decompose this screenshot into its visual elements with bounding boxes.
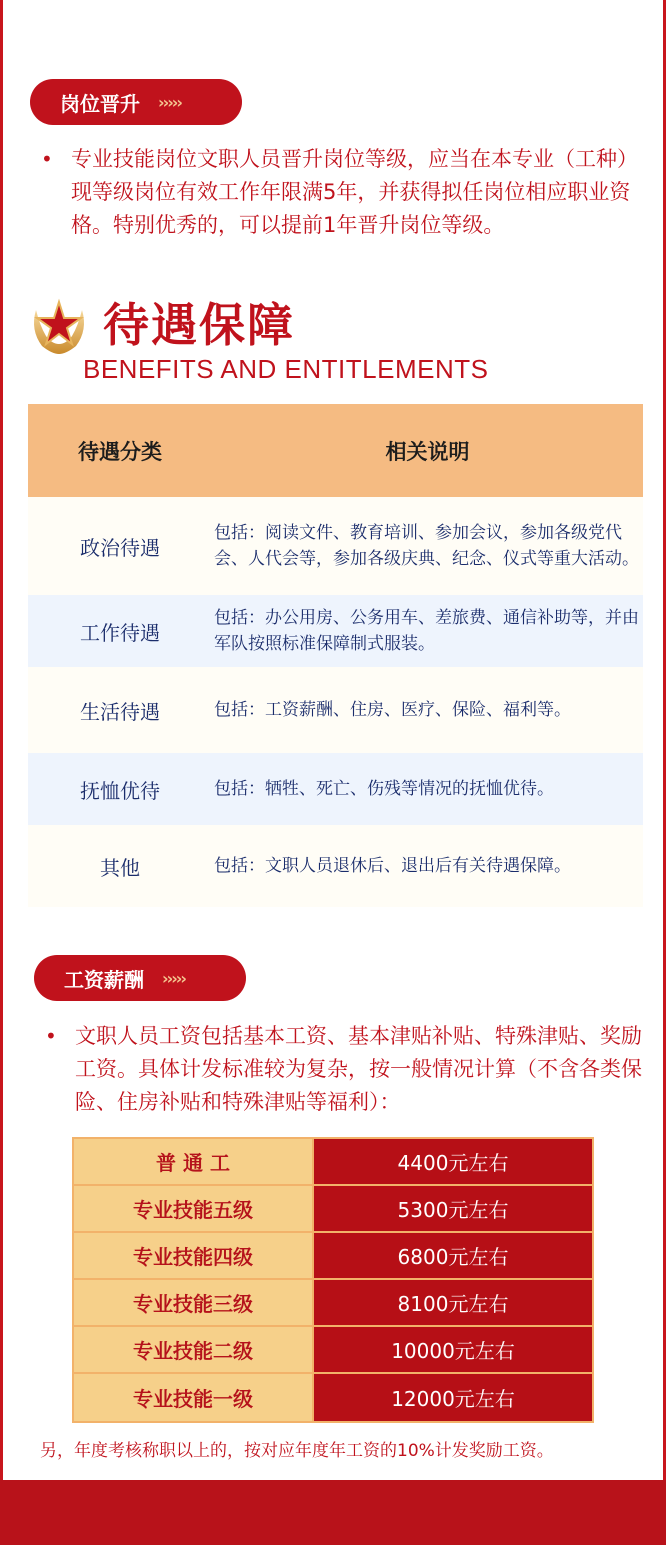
salary-level: 专业技能三级 (74, 1280, 312, 1325)
section-tag-label: 岗位晋升 (60, 91, 140, 116)
table-row (28, 753, 643, 825)
table-row (74, 1139, 592, 1186)
salary-amount: 8100元左右 (312, 1280, 592, 1325)
salary-level: 专业技能一级 (74, 1374, 312, 1421)
salary-table (72, 1137, 594, 1423)
salary-amount: 10000元左右 (312, 1327, 592, 1372)
row-description: 包括：牺牲、死亡、伤残等情况的抚恤优待。 (214, 779, 554, 799)
row-category: 工作待遇 (80, 620, 160, 645)
table-row (28, 595, 643, 667)
salary-level: 普 通 工 (74, 1139, 312, 1184)
left-border (0, 0, 3, 1480)
benefits-table (28, 404, 643, 907)
row-description: 包括：文职人员退休后、退出后有关待遇保障。 (214, 856, 571, 876)
table-row (28, 825, 643, 907)
salary-level: 专业技能二级 (74, 1327, 312, 1372)
chevrons-icon: ››››› (158, 92, 181, 112)
row-description: 包括：阅读文件、教育培训、参加会议，参加各级党代会、人代会等，参加各级庆典、纪念、仪式等重大活动。 (214, 523, 639, 569)
salary-amount: 6800元左右 (312, 1233, 592, 1278)
footer-band (0, 1480, 666, 1545)
header-category: 待遇分类 (78, 438, 162, 464)
table-row (74, 1233, 592, 1280)
table-row (74, 1374, 592, 1421)
bullet-icon: • (41, 147, 53, 171)
row-category: 抚恤优待 (80, 778, 160, 803)
benefits-title-en: BENEFITS AND ENTITLEMENTS (83, 354, 489, 384)
salary-paragraph (45, 1020, 645, 1119)
row-category: 生活待遇 (80, 699, 160, 724)
table-row (74, 1327, 592, 1374)
benefits-title-block (28, 296, 508, 388)
section-tag-promotion (30, 79, 242, 125)
row-description: 包括：工资薪酬、住房、医疗、保险、福利等。 (214, 700, 571, 720)
header-description: 相关说明 (385, 438, 470, 464)
salary-text: 文职人员工资包括基本工资、基本津贴补贴、特殊津贴、奖励工资。具体计发标准较为复杂，按一般情况计算（不含各类保险、住房补贴和特殊津贴等福利）： (75, 1024, 642, 1114)
row-category: 政治待遇 (80, 535, 160, 560)
chevrons-icon: ››››› (162, 968, 185, 988)
salary-level: 专业技能四级 (74, 1233, 312, 1278)
salary-level: 专业技能五级 (74, 1186, 312, 1231)
table-row (28, 667, 643, 753)
table-row (74, 1280, 592, 1327)
army-star-emblem-icon (28, 296, 90, 358)
row-category: 其他 (100, 855, 140, 880)
salary-amount: 5300元左右 (312, 1186, 592, 1231)
section-tag-salary (34, 955, 246, 1001)
benefits-title-zh: 待遇保障 (103, 298, 295, 352)
table-row (28, 497, 643, 595)
row-description: 包括：办公用房、公务用车、差旅费、通信补助等，并由军队按照标准保障制式服装。 (214, 608, 639, 654)
promotion-text: 专业技能岗位文职人员晋升岗位等级，应当在本专业（工种）现等级岗位有效工作年限满5年，并获得拟任岗位相应职业资格。特别优秀的，可以提前1年晋升岗位等级。 (71, 147, 638, 237)
section-tag-label: 工资薪酬 (64, 967, 144, 992)
promotion-paragraph (41, 143, 641, 242)
salary-amount: 12000元左右 (312, 1374, 592, 1421)
salary-amount: 4400元左右 (312, 1139, 592, 1184)
bullet-icon: • (45, 1024, 57, 1048)
benefits-table-header (28, 404, 643, 497)
salary-footnote: 另，年度考核称职以上的，按对应年度年工资的10%计发奖励工资。 (40, 1441, 554, 1461)
table-row (74, 1186, 592, 1233)
